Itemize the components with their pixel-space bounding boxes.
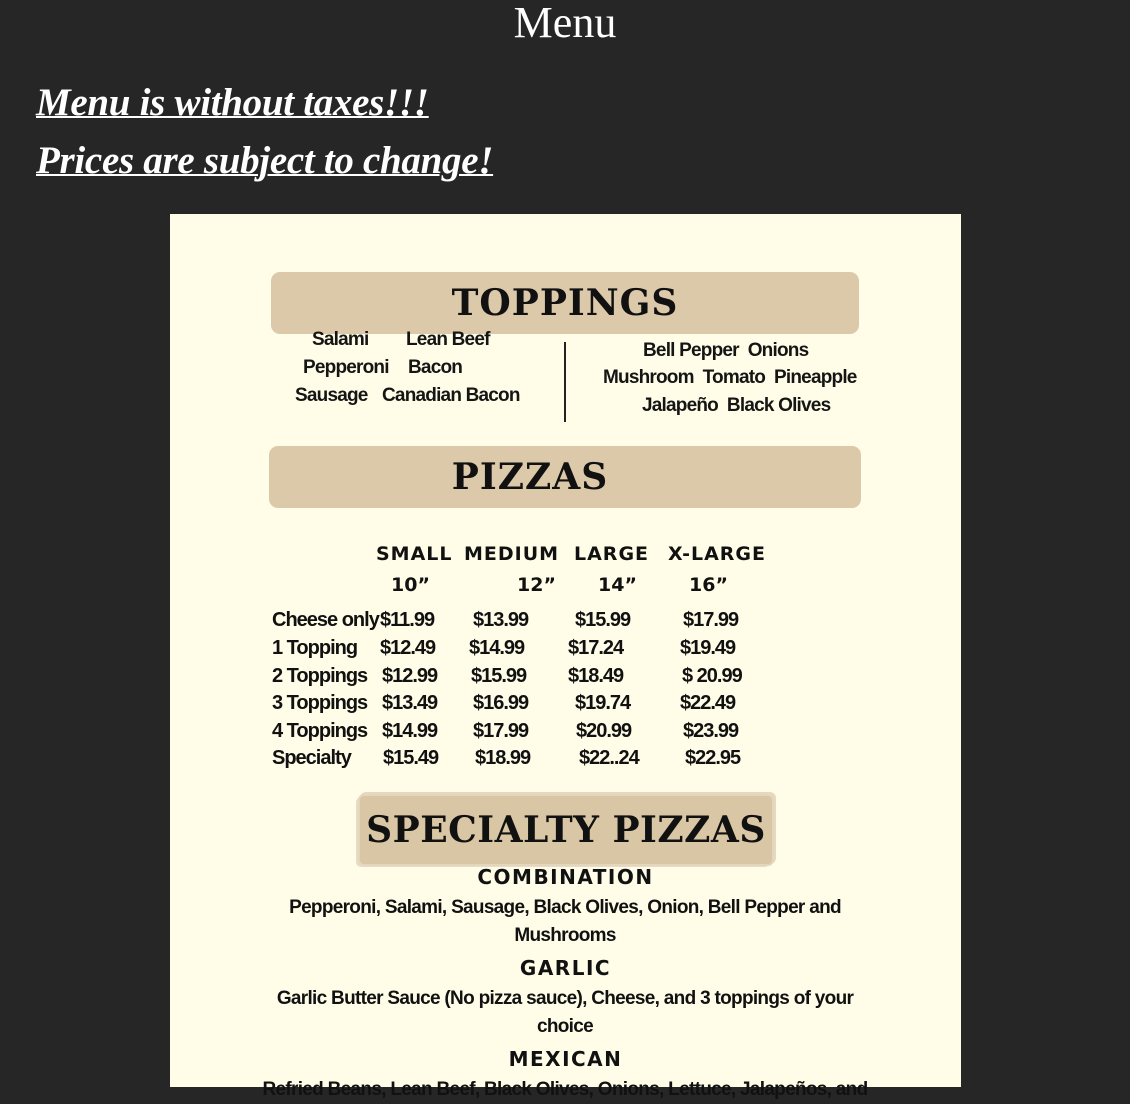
topping-line-1: Bell Pepper Onions <box>643 340 809 361</box>
topping-salami: Salami <box>312 329 369 350</box>
inches-medium: 12” <box>517 574 556 596</box>
price-x-large: $ 20.99 <box>682 665 742 687</box>
price-row-label: Cheese only <box>272 609 379 631</box>
topping-canadian-bacon: Canadian Bacon <box>382 385 520 406</box>
topping-bacon: Bacon <box>408 357 463 378</box>
topping-sausage: Sausage <box>295 385 368 406</box>
toppings-heading: TOPPINGS <box>451 282 679 324</box>
topping-lean-beef: Lean Beef <box>406 329 490 350</box>
inches-small: 10” <box>391 574 430 596</box>
price-medium: $16.99 <box>473 692 529 714</box>
price-medium: $14.99 <box>469 637 525 659</box>
inches-x-large: 16” <box>689 574 728 596</box>
price-x-large: $22.49 <box>680 692 736 714</box>
toppings-banner <box>271 272 859 334</box>
topping-line-2: Mushroom Tomato Pineapple <box>603 367 857 388</box>
price-row-label: Specialty <box>272 747 351 769</box>
price-large: $22..24 <box>579 747 639 769</box>
desc-line: Refried Beans, Lean Beef, Black Olives, Onions, Lettuce, Jalapeños, and <box>262 1079 868 1100</box>
price-x-large: $19.49 <box>680 637 736 659</box>
specialty-mexican-desc <box>250 1076 880 1104</box>
size-medium: MEDIUM <box>464 543 560 565</box>
price-medium: $18.99 <box>475 747 531 769</box>
specialty-mexican-name: MEXICAN <box>508 1047 623 1071</box>
price-small: $12.99 <box>382 665 438 687</box>
price-x-large: $23.99 <box>683 720 739 742</box>
desc-line: Pepperoni, Salami, Sausage, Black Olives, Onion, Bell Pepper and <box>289 897 841 918</box>
topping-line-3: Jalapeño Black Olives <box>642 395 831 416</box>
price-large: $19.74 <box>575 692 631 714</box>
specialty-banner <box>360 796 772 864</box>
pizzas-banner <box>269 446 861 508</box>
size-x-large: X-LARGE <box>668 543 767 565</box>
specialty-heading: SPECIALTY PIZZAS <box>366 809 766 851</box>
price-large: $20.99 <box>576 720 632 742</box>
price-small: $15.49 <box>383 747 439 769</box>
price-large: $17.24 <box>568 637 624 659</box>
topping-pepperoni: Pepperoni <box>303 357 389 378</box>
price-row-label: 4 Toppings <box>272 720 368 742</box>
desc-line: Garlic Butter Sauce (No pizza sauce), Cheese, and 3 toppings of your <box>276 988 854 1009</box>
price-small: $11.99 <box>380 609 435 631</box>
size-small: SMALL <box>376 543 453 565</box>
price-large: $15.99 <box>575 609 631 631</box>
menu-image <box>170 214 961 1100</box>
price-small: $12.49 <box>380 637 436 659</box>
price-row-label: 2 Toppings <box>272 665 368 687</box>
page-title: Menu <box>513 0 617 47</box>
size-large: LARGE <box>574 543 650 565</box>
price-x-large: $22.95 <box>685 747 741 769</box>
price-large: $18.49 <box>568 665 624 687</box>
specialty-combination-name: COMBINATION <box>477 865 654 889</box>
specialty-garlic-desc <box>260 985 870 1041</box>
inches-large: 14” <box>598 574 637 596</box>
price-medium: $15.99 <box>471 665 527 687</box>
price-x-large: $17.99 <box>683 609 739 631</box>
desc-line: Mushrooms <box>514 925 616 946</box>
price-medium: $13.99 <box>473 609 529 631</box>
price-small: $14.99 <box>382 720 438 742</box>
price-row-label: 1 Topping <box>272 637 358 659</box>
price-medium: $17.99 <box>473 720 529 742</box>
toppings-divider <box>564 342 566 422</box>
specialty-garlic-name: GARLIC <box>519 956 612 980</box>
tax-notice: Menu is without taxes!!! <box>36 81 429 124</box>
desc-line: choice <box>537 1016 593 1037</box>
price-row-label: 3 Toppings <box>272 692 368 714</box>
pizzas-heading: PIZZAS <box>451 456 609 498</box>
specialty-combination-desc <box>270 894 860 950</box>
price-change-notice: Prices are subject to change! <box>36 139 494 182</box>
price-small: $13.49 <box>382 692 438 714</box>
